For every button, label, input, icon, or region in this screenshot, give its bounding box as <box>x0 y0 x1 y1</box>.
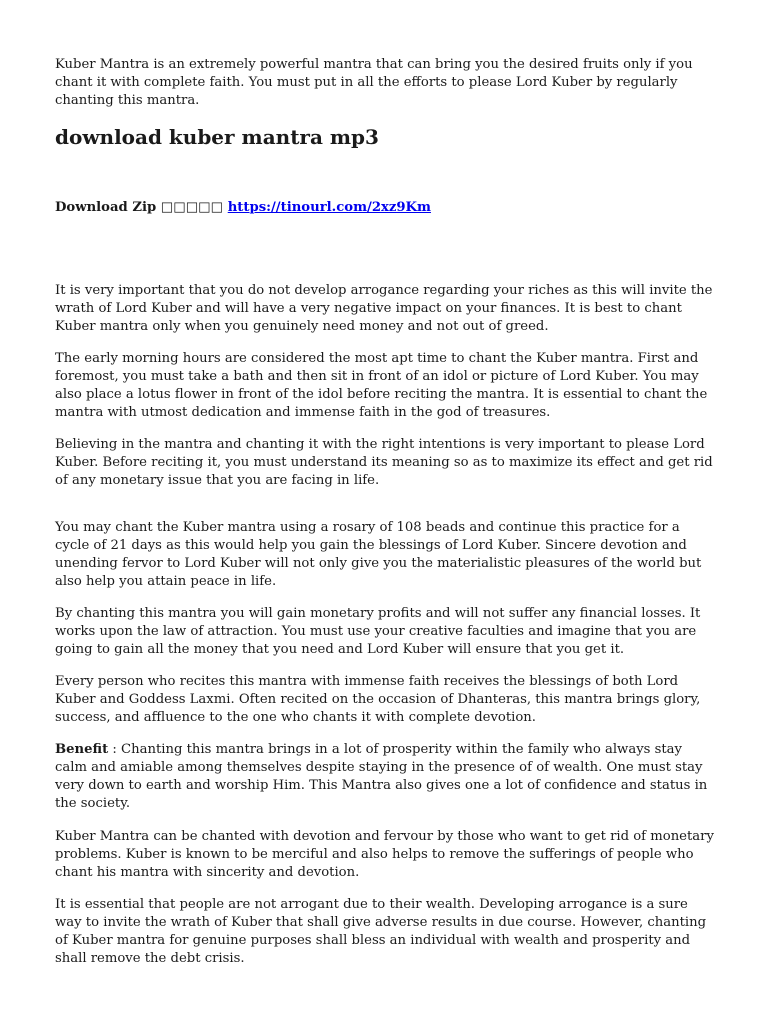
paragraph: Kuber Mantra can be chanted with devotion and fervour by those who want to get rid of monetary problems. Kuber is known to be merciful and also helps to remove the sufferings of people who chant his mantra with sincerity and devotion. <box>55 829 714 880</box>
paragraph: Every person who recites this mantra with immense faith receives the blessings of both Lord Kuber and Goddess Laxmi. Often recited on the occasion of Dhanteras, this mantra brings glory, success, and affluence to the one who chants it with complete devotion. <box>55 674 701 725</box>
paragraph: You may chant the Kuber mantra using a rosary of 108 beads and continue this practice for a cycle of 21 days as this would help you gain the blessings of Lord Kuber. Sincere devotion and unending fervor to Lord Kuber will not only give you the materialistic pleasures of the world but also help you attain peace in life. <box>55 520 702 589</box>
download-line <box>55 199 431 217</box>
benefit-label: Benefit <box>55 742 109 757</box>
download-link[interactable]: https://tinourl.com/2xz9Km <box>227 200 431 215</box>
intro-paragraph: Kuber Mantra is an extremely powerful mantra that can bring you the desired fruits only if you chant it with complete faith. You must put in all the efforts to please Lord Kuber by regularly chanting this mantra. <box>55 57 693 108</box>
paragraph: The early morning hours are considered the most apt time to chant the Kuber mantra. First and foremost, you must take a bath and then sit in front of an idol or picture of Lord Kuber. You may also place a lotus flower in front of the idol before reciting the mantra. It is essential to chant the mantra with utmost dedication and immense faith in the god of treasures. <box>55 351 708 420</box>
download-label: Download Zip <box>55 200 157 215</box>
benefit-text: : Chanting this mantra brings in a lot of prosperity within the family who always stay calm and amiable among themselves despite staying in the presence of of wealth. One must stay very down to earth and worship Him. This Mantra also gives one a lot of confidence and status in the society. <box>55 742 708 811</box>
paragraph: It is very important that you do not develop arrogance regarding your riches as this will invite the wrath of Lord Kuber and will have a very negative impact on your finances. It is best to chant Kuber mantra only when you genuinely need money and not out of greed. <box>55 283 713 334</box>
page-title: download kuber mantra mp3 <box>55 125 379 149</box>
benefit-paragraph <box>55 741 717 813</box>
paragraph: Believing in the mantra and chanting it with the right intentions is very important to please Lord Kuber. Before reciting it, you must understand its meaning so as to maximize its effect and get rid of any monetary issue that you are facing in life. <box>55 437 713 488</box>
download-glyphs: □□□□□ <box>160 200 224 215</box>
paragraph: It is essential that people are not arrogant due to their wealth. Developing arrogance is a sure way to invite the wrath of Kuber that shall give adverse results in due course. However, chanting of Kuber mantra for genuine purposes shall bless an individual with wealth and prosperity and shall remove the debt crisis. <box>55 897 707 966</box>
paragraph: By chanting this mantra you will gain monetary profits and will not suffer any financial losses. It works upon the law of attraction. You must use your creative faculties and imagine that you are going to gain all the money that you need and Lord Kuber will ensure that you get it. <box>55 606 701 657</box>
